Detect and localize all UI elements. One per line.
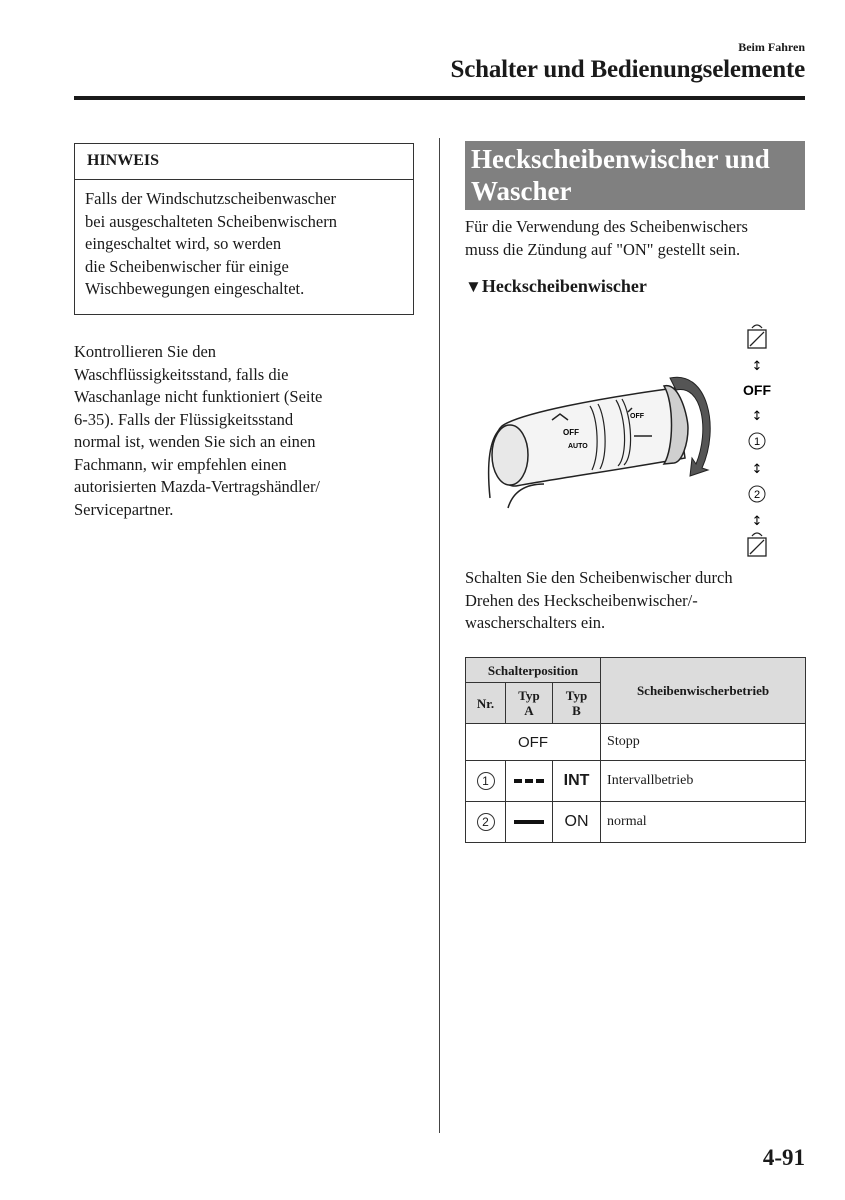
sequence-arrow-icon: ↕ — [751, 514, 763, 529]
paragraph-line: Servicepartner. — [74, 499, 174, 519]
subheading — [465, 276, 647, 297]
row-operation: normal — [601, 802, 806, 843]
lever-end-cap — [492, 425, 528, 485]
description-line: Drehen des Heckscheibenwischer/- — [465, 590, 698, 610]
chapter-title: Schalter und Bedienungselemente — [450, 56, 805, 83]
running-head: Beim Fahren — [738, 40, 805, 54]
position-number: 1 — [477, 772, 495, 790]
solid-line-icon — [514, 820, 544, 824]
washer-icon-top — [748, 325, 766, 348]
table-header-group: Schalterposition — [466, 658, 601, 683]
row-operation: Stopp — [601, 724, 806, 761]
lever-label: AUTO — [568, 443, 588, 450]
description-line: Schalten Sie den Scheibenwischer durch — [465, 568, 733, 587]
table-row — [466, 761, 806, 802]
paragraph-line: Waschanlage nicht funktioniert (Seite — [74, 387, 323, 406]
paragraph-line: autorisierten Mazda-Vertragshändler/ — [74, 477, 321, 496]
page-number: 4-91 — [762, 1145, 805, 1170]
table-header-typ-a — [506, 683, 553, 724]
row-nr — [466, 802, 506, 843]
intro-line: Für die Verwendung des Scheibenwischers — [465, 217, 748, 236]
section-description — [465, 567, 810, 635]
paragraph-line: 6-35). Falls der Flüssigkeitsstand — [74, 409, 294, 429]
section-heading — [465, 141, 805, 210]
sequence-arrow-icon: ↕ — [751, 462, 763, 477]
position-2-label: 2 — [753, 489, 761, 501]
table-header-operation: Scheibenwischerbetrieb — [601, 658, 806, 724]
row-off-position: OFF — [466, 724, 601, 761]
sequence-arrow-icon: ↕ — [751, 359, 763, 374]
section-title-line: Wascher — [471, 176, 572, 206]
typ-a-label: Typ A — [518, 688, 540, 718]
row-operation: Intervallbetrieb — [601, 761, 806, 802]
notice-line: Falls der Windschutzscheibenwascher — [85, 189, 337, 208]
row-typ-a — [506, 761, 553, 802]
left-paragraph — [74, 341, 424, 521]
description-line: wascherschalters ein. — [465, 613, 606, 632]
position-number: 2 — [477, 813, 495, 831]
notice-box — [74, 143, 414, 315]
paragraph-line: normal ist, wenden Sie sich an einen — [74, 432, 316, 451]
typ-b-label: Typ B — [565, 688, 588, 718]
intro-line: muss die Zündung auf "ON" gestellt sein. — [465, 239, 741, 259]
table-row — [466, 802, 806, 843]
sequence-off-label: OFF — [743, 382, 771, 398]
notice-line: die Scheibenwischer für einige — [85, 256, 289, 276]
notice-line: bei ausgeschalteten Scheibenwischern — [85, 211, 337, 231]
wiper-switch-illustration — [480, 318, 805, 563]
row-typ-a — [506, 802, 553, 843]
subheading-text: Heckscheibenwischer — [481, 276, 647, 296]
column-divider — [439, 138, 440, 1133]
triangle-marker-icon: ▼ — [465, 277, 482, 296]
notice-body — [75, 180, 413, 301]
notice-line: eingeschaltet wird, so werden — [85, 234, 282, 253]
row-typ-b: INT — [553, 761, 601, 802]
position-1-label: 1 — [753, 436, 761, 448]
row-nr — [466, 761, 506, 802]
section-intro — [465, 216, 810, 261]
paragraph-line: Fachmann, wir empfehlen einen — [74, 454, 287, 474]
dashed-line-icon — [514, 779, 544, 783]
row-typ-b: ON — [553, 802, 601, 843]
sequence-arrow-icon: ↕ — [751, 409, 763, 424]
paragraph-line: Waschflüssigkeitsstand, falls die — [74, 364, 289, 384]
paragraph-line: Kontrollieren Sie den — [74, 342, 217, 361]
washer-icon-bottom — [748, 533, 766, 556]
notice-label: HINWEIS — [75, 144, 413, 180]
header-rule — [74, 96, 805, 100]
wiper-operation-table — [465, 657, 806, 843]
notice-line: Wischbewegungen eingeschaltet. — [85, 279, 305, 298]
table-row — [466, 724, 806, 761]
section-title-line: Heckscheibenwischer und — [471, 144, 770, 174]
lever-label: OFF — [630, 413, 644, 420]
table-header-typ-b — [553, 683, 601, 724]
lever-label: OFF — [563, 428, 579, 437]
lever-shaft-lower — [508, 484, 544, 508]
table-header-nr: Nr. — [466, 683, 506, 724]
